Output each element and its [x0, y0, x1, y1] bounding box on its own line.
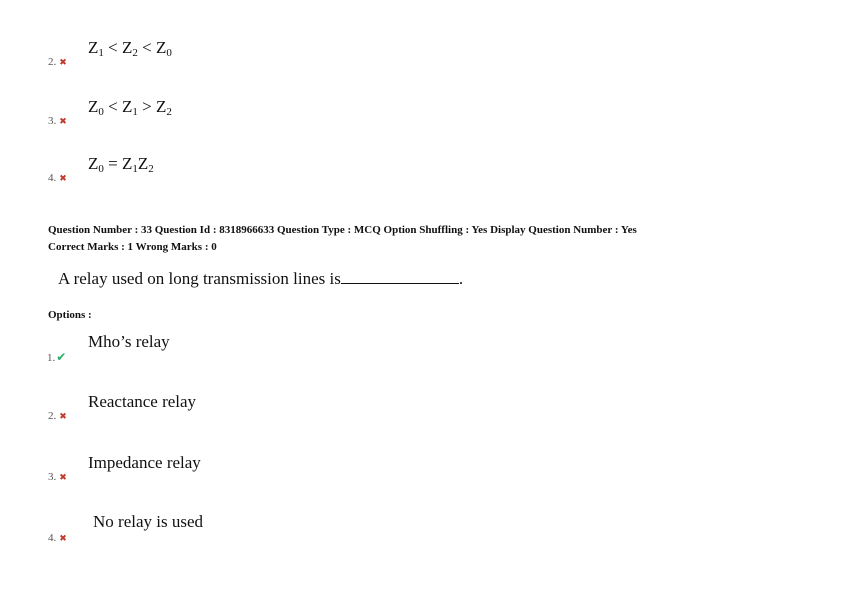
- option-2-text: Reactance relay: [88, 392, 197, 411]
- prev-option-3-formula: $Z_0 < Z_1 > Z_2$: [88, 97, 172, 118]
- wrong-mark-icon: ✖: [59, 534, 67, 544]
- options-label: Options :: [48, 309, 92, 321]
- prev-option-2-number: 2. ✖: [48, 56, 67, 68]
- prev-option-2-formula: $Z_1 < Z_2 < Z_0$: [88, 38, 172, 59]
- wrong-mark-icon: ✖: [59, 117, 67, 127]
- wrong-mark-icon: ✖: [59, 473, 67, 483]
- prev-option-3-number: 3. ✖: [48, 115, 67, 127]
- option-3-number: 3. ✖: [48, 471, 67, 483]
- wrong-mark-icon: ✖: [59, 174, 67, 184]
- wrong-mark-icon: ✖: [59, 58, 67, 68]
- question-text: A relay used on long transmission lines is .: [58, 269, 464, 288]
- option-4-text: No relay is used: [93, 512, 204, 531]
- prev-option-4-formula: $Z_0 = Z_1Z_2$: [88, 154, 154, 175]
- wrong-mark-icon: ✖: [59, 412, 67, 422]
- option-2-number: 2. ✖: [48, 410, 67, 422]
- checkmark-icon: ✔: [56, 350, 67, 364]
- question-meta-line2: Correct Marks : 1 Wrong Marks : 0: [48, 241, 217, 253]
- prev-option-4-number: 4. ✖: [48, 172, 67, 184]
- option-1-text: Mho’s relay: [88, 332, 170, 351]
- option-4-number: 4. ✖: [48, 532, 67, 544]
- option-1-number: 1.✔: [47, 350, 67, 364]
- option-3-text: Impedance relay: [88, 453, 201, 472]
- question-meta-line1: Question Number : 33 Question Id : 8318966633 Question Type : MCQ Option Shuffling : Yes Display Question Number : Yes: [48, 224, 637, 236]
- answer-blank: [341, 269, 459, 284]
